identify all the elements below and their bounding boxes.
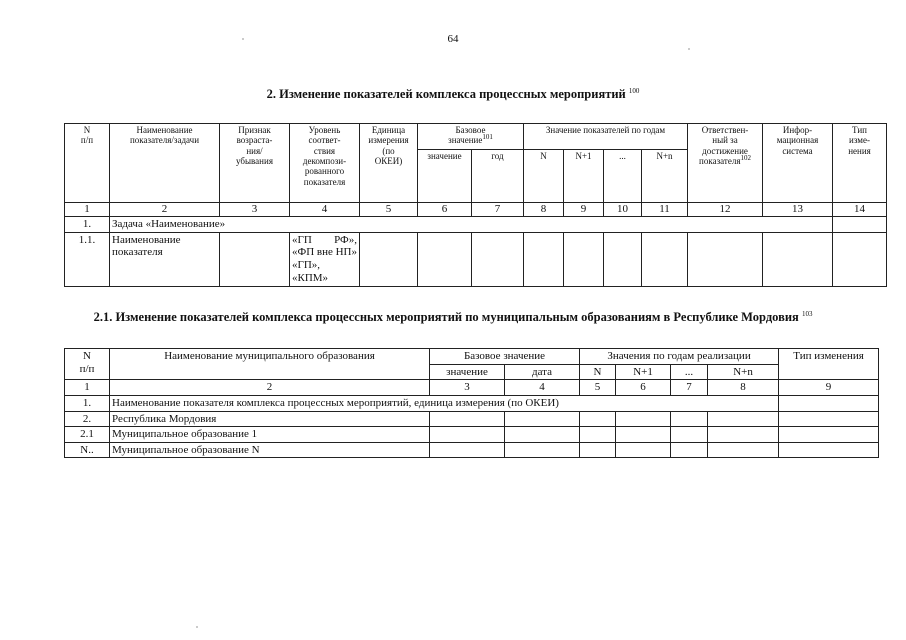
indicator-row-level: «ГП РФ», «ФП вне НП» «ГП», «КПМ» xyxy=(290,232,360,286)
column-number: 10 xyxy=(604,203,642,217)
section2-title xyxy=(0,310,906,325)
municipal-table xyxy=(64,348,879,458)
row-cell xyxy=(430,427,505,443)
scan-speck xyxy=(688,48,690,50)
column-number: 1 xyxy=(65,380,110,396)
row-cell xyxy=(708,411,779,427)
indicator-cell xyxy=(763,232,833,286)
column-number: 13 xyxy=(763,203,833,217)
header-change-type: Тип изменения xyxy=(779,349,879,380)
column-number: 7 xyxy=(671,380,708,396)
column-number: 4 xyxy=(290,203,360,217)
row-municipality: Муниципальное образование 1 xyxy=(110,427,430,443)
row-cell xyxy=(616,442,671,458)
scan-speck xyxy=(242,38,244,40)
row-num: N.. xyxy=(65,442,110,458)
indicator-name-row: Наименование показателя комплекса процессных мероприятий, единица измерения (по ОКЕИ) xyxy=(110,395,779,411)
row-cell xyxy=(779,427,879,443)
indicator-cell xyxy=(688,232,763,286)
column-number: 8 xyxy=(708,380,779,396)
scan-speck xyxy=(196,626,198,628)
column-number: 8 xyxy=(524,203,564,217)
column-number: 6 xyxy=(616,380,671,396)
indicator-cell xyxy=(604,232,642,286)
header-year-nn: N+n xyxy=(642,150,688,203)
page-number: 64 xyxy=(447,33,459,45)
column-number: 5 xyxy=(360,203,418,217)
header-responsible-label: Ответствен- ный за достижение показателя xyxy=(699,125,749,167)
row-cell xyxy=(616,427,671,443)
row-cell xyxy=(505,411,580,427)
column-number: 6 xyxy=(418,203,472,217)
header-base-footnote: 101 xyxy=(482,133,493,142)
header-responsible xyxy=(688,124,763,203)
indicator-cell xyxy=(472,232,524,286)
indicator-cell xyxy=(642,232,688,286)
header-base-value: значение xyxy=(430,364,505,380)
indicator-cell xyxy=(360,232,418,286)
column-number: 12 xyxy=(688,203,763,217)
row-cell xyxy=(430,411,505,427)
column-number: 9 xyxy=(564,203,604,217)
indicator-cell xyxy=(564,232,604,286)
column-number: 7 xyxy=(472,203,524,217)
row-num: 2.1 xyxy=(65,427,110,443)
row-cell xyxy=(505,427,580,443)
section1-title-text: 2. Изменение показателей комплекса процессных мероприятий xyxy=(266,87,626,101)
indicator-cell xyxy=(833,232,887,286)
column-number: 2 xyxy=(110,203,220,217)
indicator-row-num: 1.1. xyxy=(65,232,110,286)
column-number: 14 xyxy=(833,203,887,217)
header-base: Базовое значение xyxy=(430,349,580,365)
header-responsible-footnote: 102 xyxy=(740,154,751,163)
row-municipality: Муниципальное образование N xyxy=(110,442,430,458)
column-number: 3 xyxy=(220,203,290,217)
section1-title xyxy=(0,87,906,102)
section1-footnote-ref: 100 xyxy=(628,86,640,95)
row-municipality: Республика Мордовия xyxy=(110,411,430,427)
row-cell xyxy=(580,427,616,443)
task-row-text: Задача «Наименование» xyxy=(110,217,833,233)
header-name: Наименование показателя/задачи xyxy=(110,124,220,203)
header-year-n1: N+1 xyxy=(616,364,671,380)
header-municipality: Наименование муниципального образования xyxy=(110,349,430,380)
header-year-dots: ... xyxy=(604,150,642,203)
row-cell xyxy=(671,442,708,458)
row-cell xyxy=(580,442,616,458)
row-cell xyxy=(505,442,580,458)
row-cell xyxy=(708,427,779,443)
header-info-system: Инфор- мационная система xyxy=(763,124,833,203)
header-num: N п/п xyxy=(65,349,110,380)
column-number: 5 xyxy=(580,380,616,396)
column-number: 2 xyxy=(110,380,430,396)
section2-footnote-ref: 103 xyxy=(801,309,813,318)
indicator-cell xyxy=(524,232,564,286)
header-unit: Единица измерения (по ОКЕИ) xyxy=(360,124,418,203)
header-base-date: дата xyxy=(505,364,580,380)
header-base-label: Базовое значение xyxy=(448,125,486,146)
row-cell xyxy=(779,395,879,411)
header-level: Уровень соответ- ствия декомпози- рованного показателя xyxy=(290,124,360,203)
header-sign: Признак возраста- ния/ убывания xyxy=(220,124,290,203)
column-number: 3 xyxy=(430,380,505,396)
header-year-nn: N+n xyxy=(708,364,779,380)
column-number: 4 xyxy=(505,380,580,396)
header-year-n1: N+1 xyxy=(564,150,604,203)
column-number: 9 xyxy=(779,380,879,396)
row-cell xyxy=(671,427,708,443)
header-base-year: год xyxy=(472,150,524,203)
header-years: Значение показателей по годам xyxy=(524,124,688,150)
header-num: N п/п xyxy=(65,124,110,203)
indicator-row-name: Наименование показателя xyxy=(110,232,220,286)
header-change-type: Тип изме- нения xyxy=(833,124,887,203)
indicator-cell xyxy=(220,232,290,286)
row-num: 1. xyxy=(65,395,110,411)
indicator-cell xyxy=(418,232,472,286)
row-cell xyxy=(580,411,616,427)
header-base-value: значение xyxy=(418,150,472,203)
row-cell xyxy=(779,411,879,427)
row-cell xyxy=(708,442,779,458)
task-row-num: 1. xyxy=(65,217,110,233)
indicators-table xyxy=(64,123,887,287)
header-year-n: N xyxy=(580,364,616,380)
column-number: 1 xyxy=(65,203,110,217)
column-number: 11 xyxy=(642,203,688,217)
row-num: 2. xyxy=(65,411,110,427)
header-year-dots: ... xyxy=(671,364,708,380)
row-cell xyxy=(671,411,708,427)
header-base xyxy=(418,124,524,150)
header-years: Значения по годам реализации xyxy=(580,349,779,365)
header-year-n: N xyxy=(524,150,564,203)
section2-title-text: 2.1. Изменение показателей комплекса процессных мероприятий по муниципальным образованиям в Республике Мордовия xyxy=(93,310,799,324)
row-cell xyxy=(616,411,671,427)
task-row-empty xyxy=(833,217,887,233)
row-cell xyxy=(430,442,505,458)
row-cell xyxy=(779,442,879,458)
